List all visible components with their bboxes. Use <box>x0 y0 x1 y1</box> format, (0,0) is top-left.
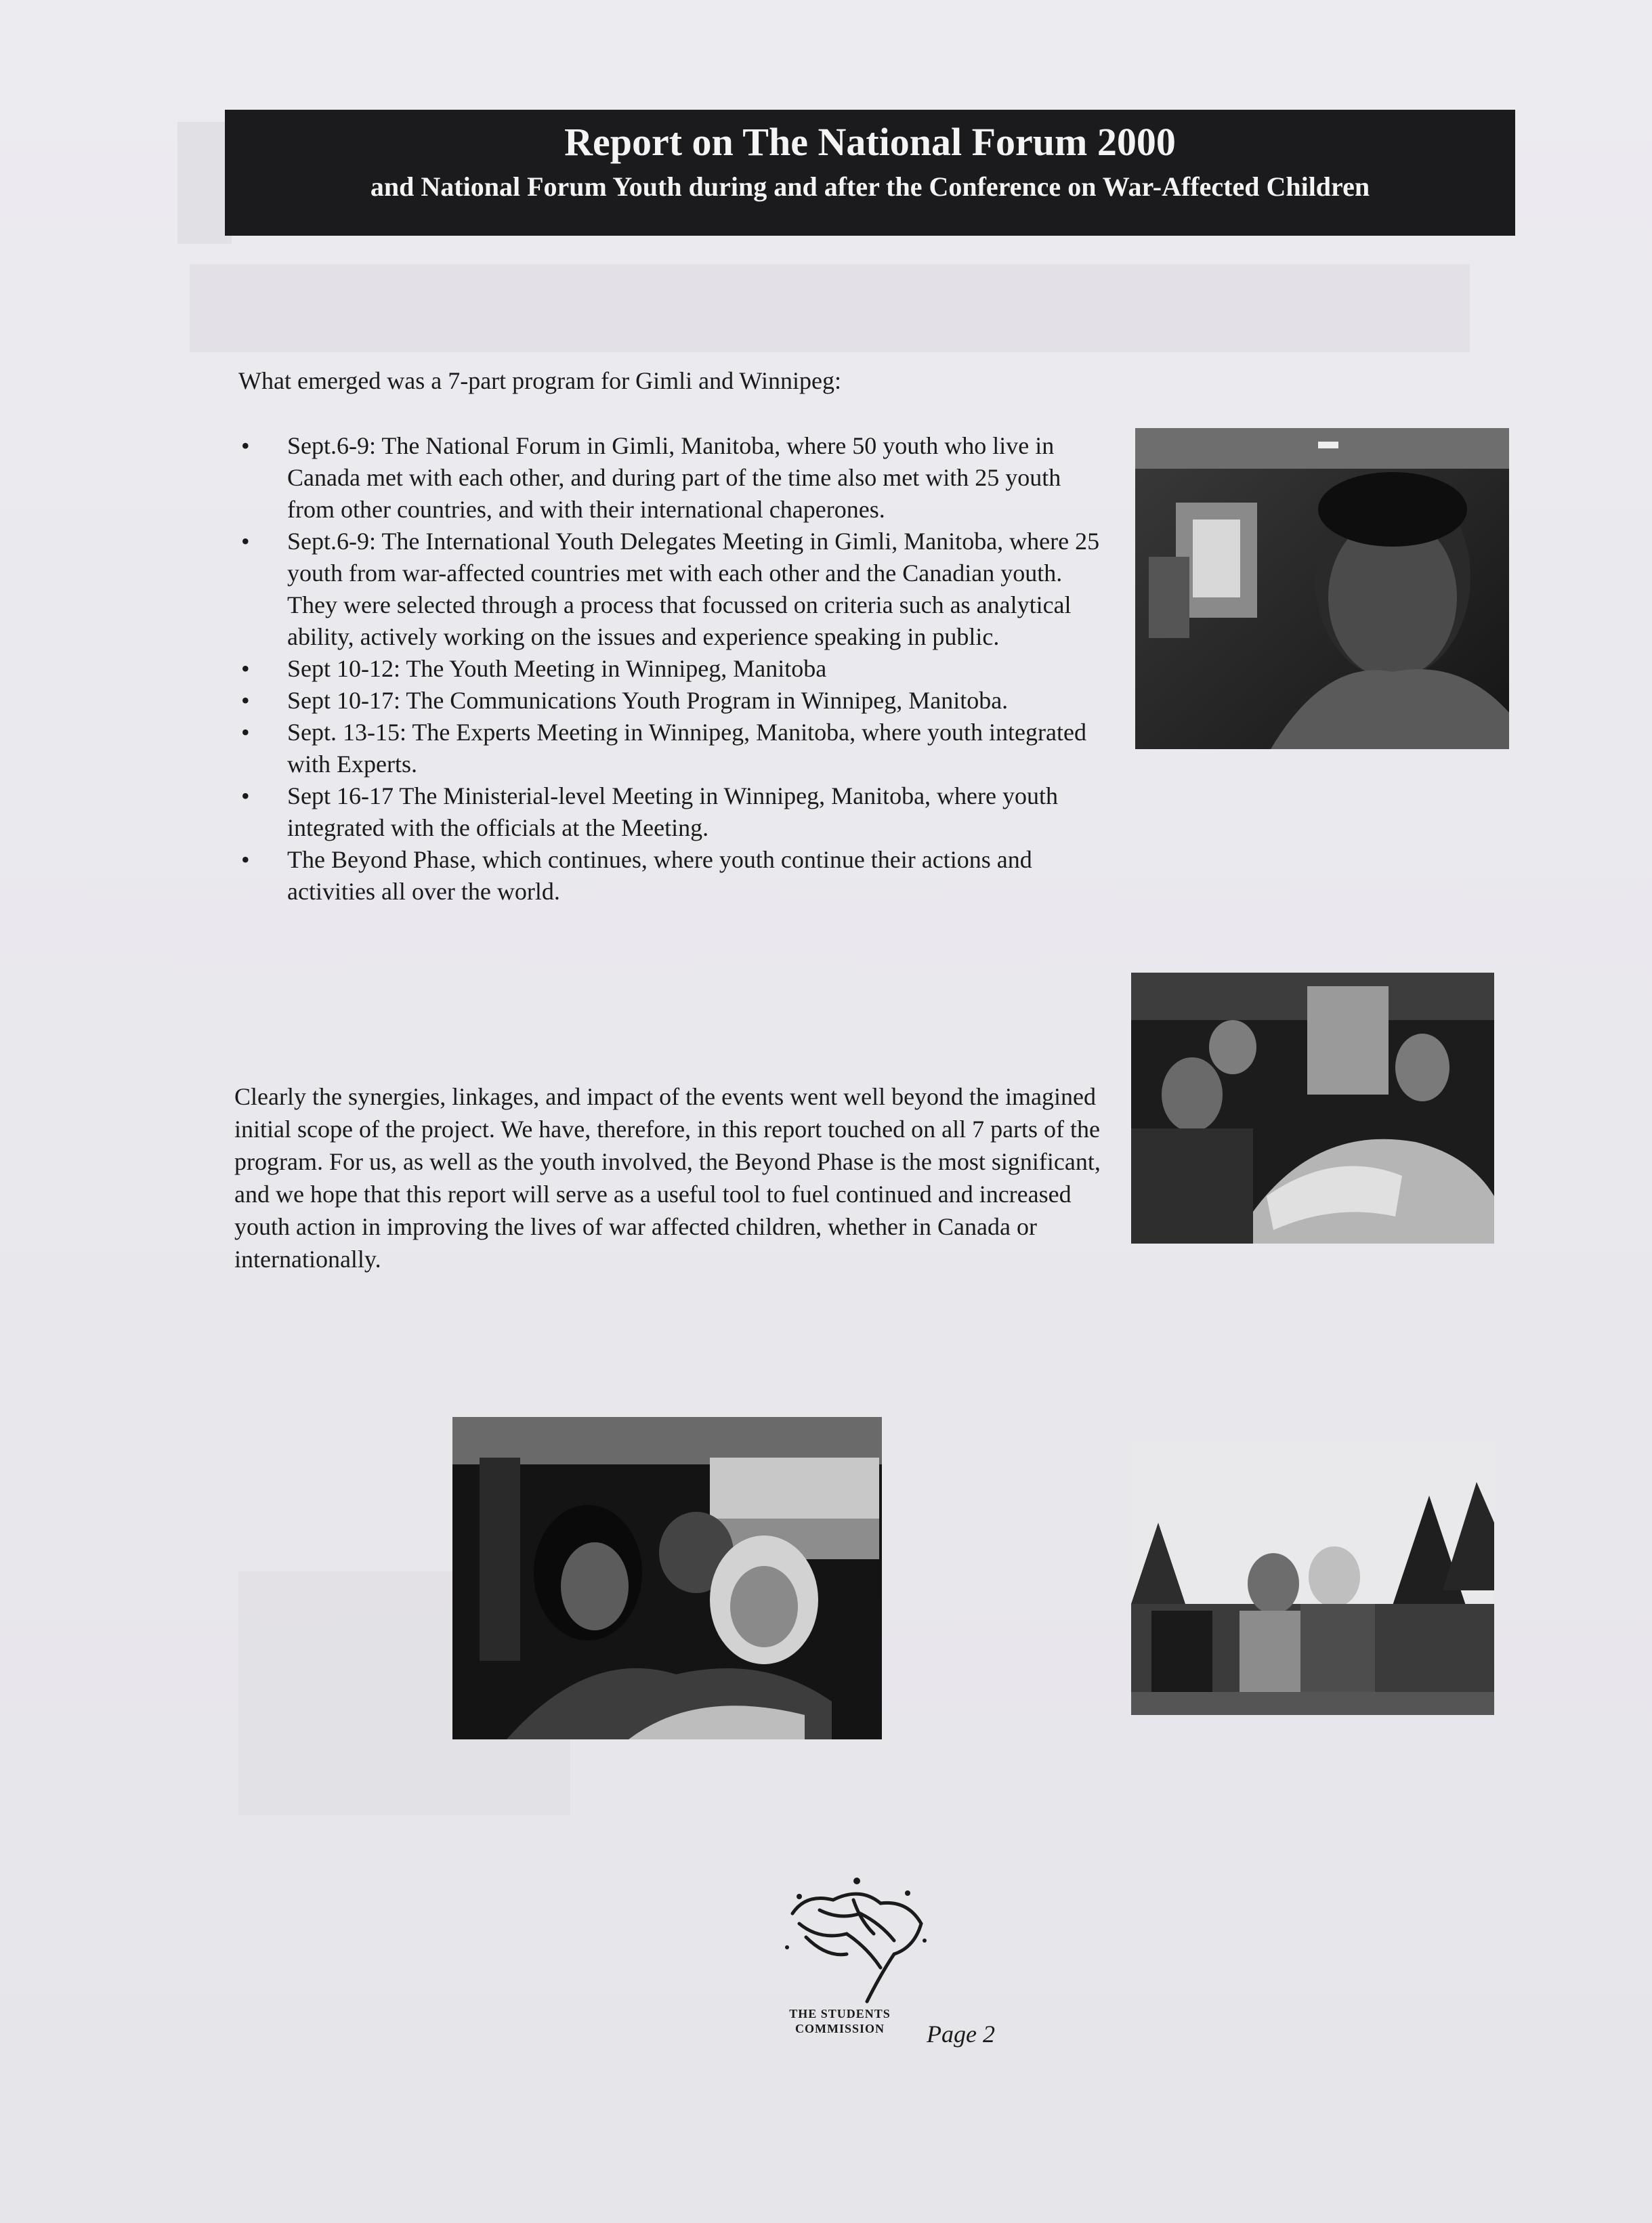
program-item: • Sept. 13-15: The Experts Meeting in Winnipeg, Manitoba, where youth integrated with Experts. <box>238 717 1112 780</box>
page-number: Page 2 <box>927 2020 995 2048</box>
closing-paragraph: Clearly the synergies, linkages, and impact of the events went well beyond the imagined initial scope of the project. We have, therefore, in this report touched on all 7 parts of the program. For us, as well as the youth involved, the Beyond Phase is the most significant, and we hope that this report will serve as a useful tool to fuel continued and increased youth action in improving the lives of war affected children, whether in Canada or internationally. <box>234 1083 1101 1273</box>
report-header-banner <box>225 110 1515 236</box>
bleed-through-band <box>177 122 232 244</box>
program-item: • Sept 10-12: The Youth Meeting in Winnipeg, Manitoba <box>238 653 1112 685</box>
organization-name-line2: COMMISSION <box>795 2022 885 2035</box>
organization-name <box>765 2006 914 2036</box>
program-item: • The Beyond Phase, which continues, where youth continue their actions and activities all over the world. <box>238 844 1112 908</box>
organization-name-line1: THE STUDENTS <box>789 2007 891 2020</box>
photo-group-meeting <box>1131 973 1494 1244</box>
photo-three-youth <box>452 1417 882 1739</box>
photo-outdoor-youth <box>1131 1441 1494 1715</box>
students-commission-logo <box>779 1873 941 2008</box>
report-subtitle: and National Forum Youth during and after the Conference on War-Affected Children <box>370 171 1370 202</box>
program-list <box>238 430 1112 908</box>
program-item: • Sept.6-9: The National Forum in Gimli, Manitoba, where 50 youth who live in Canada met with each other, and during part of the time also met with 25 youth from other countries, and with their international chaperones. <box>238 430 1112 526</box>
intro-paragraph: What emerged was a 7-part program for Gimli and Winnipeg: <box>238 367 841 394</box>
bleed-through-band <box>190 264 1470 352</box>
program-item: • Sept 16-17 The Ministerial-level Meeting in Winnipeg, Manitoba, where youth integrated with the officials at the Meeting. <box>238 780 1112 844</box>
photo-youth-portrait <box>1135 428 1509 749</box>
report-title: Report on The National Forum 2000 <box>564 120 1176 164</box>
program-item: • Sept 10-17: The Communications Youth Program in Winnipeg, Manitoba. <box>238 685 1112 717</box>
program-item: • Sept.6-9: The International Youth Delegates Meeting in Gimli, Manitoba, where 25 youth from war-affected countries met with each other and the Canadian youth. They were selected through a process that focussed on criteria such as analytical ability, actively working on the issues and experience speaking in public. <box>238 526 1112 653</box>
